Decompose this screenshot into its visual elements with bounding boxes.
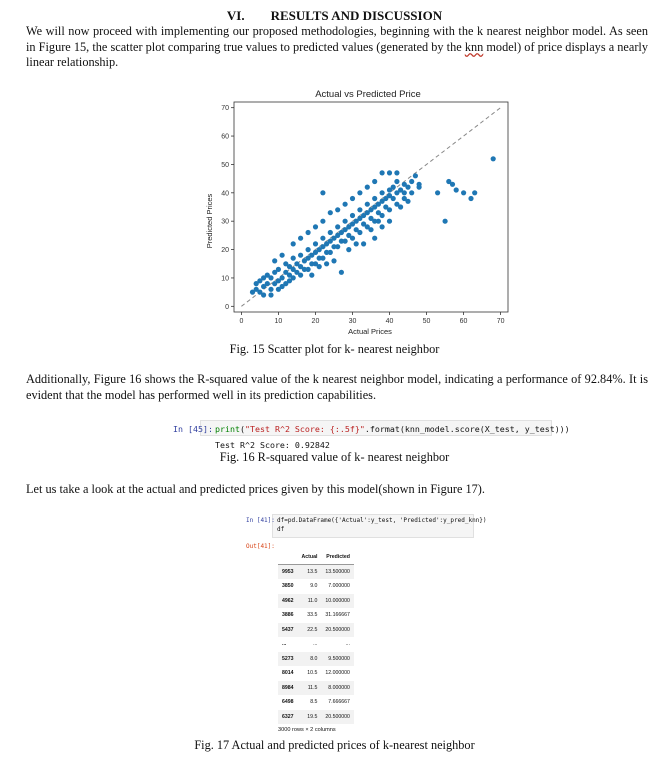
scatter-point	[328, 250, 333, 255]
scatter-point	[413, 173, 418, 178]
y-tick-label: 30	[221, 218, 229, 226]
input-prompt: In [45]:	[173, 424, 213, 434]
scatter-point	[468, 196, 473, 201]
scatter-point	[387, 207, 392, 212]
cell-actual: 10.5	[307, 670, 318, 677]
scatter-point	[380, 224, 385, 229]
chart-points	[250, 156, 496, 297]
ellipsis-predicted: ...	[345, 641, 350, 648]
output-prompt: Out[41]:	[246, 543, 275, 550]
scatter-point	[454, 187, 459, 192]
scatter-point	[328, 230, 333, 235]
figure-16-caption: Fig. 16 R-squared value of k- nearest neighbor	[219, 450, 450, 464]
scatter-point	[335, 244, 340, 249]
x-tick-label: 70	[496, 318, 505, 325]
ellipsis-index: ...	[282, 641, 287, 648]
cell-predicted: 7.666667	[328, 699, 350, 706]
scatter-point	[409, 190, 414, 195]
scatter-point	[391, 185, 396, 190]
table-index-header	[278, 550, 298, 565]
y-tick-label: 60	[221, 133, 229, 141]
table-row	[278, 579, 354, 594]
y-tick-label: 20	[221, 247, 229, 255]
cell-predicted: 8.000000	[321, 681, 354, 696]
scatter-point	[357, 207, 362, 212]
spellcheck-word: knn	[464, 39, 484, 54]
scatter-point	[261, 275, 266, 280]
cell-actual: 8.0	[298, 652, 322, 667]
cell-predicted: 9.500000	[321, 652, 354, 667]
scatter-point	[435, 190, 440, 195]
cell-actual: 19.5	[298, 710, 322, 725]
row-index: 8014	[282, 670, 294, 677]
scatter-point	[343, 239, 348, 244]
scatter-point	[361, 241, 366, 246]
code-string: "Test R^2 Score: {:.5f}"	[244, 424, 365, 434]
row-index: 3850	[282, 583, 294, 590]
row-index: 4962	[278, 594, 298, 609]
cell-predicted: 20.500000	[321, 623, 354, 638]
y-tick-label: 70	[221, 105, 229, 113]
scatter-point	[335, 207, 340, 212]
scatter-point	[306, 230, 311, 235]
row-index: 6327	[278, 710, 298, 725]
cell-predicted: 12.000000	[325, 670, 350, 677]
scatter-point	[276, 267, 281, 272]
cell-actual: 13.5	[298, 565, 322, 580]
figure-15-caption: Fig. 15 Scatter plot for k- nearest neighbor	[229, 342, 440, 356]
cell-actual: 9.0	[310, 583, 318, 590]
cell-predicted: 20.500000	[321, 710, 354, 725]
scatter-point	[306, 267, 311, 272]
scatter-point	[313, 224, 318, 229]
code-cell-41-prompt	[246, 517, 275, 524]
table-row	[278, 710, 354, 725]
scatter-point	[365, 224, 370, 229]
paragraph-intro	[26, 24, 648, 71]
scatter-point	[261, 292, 266, 297]
scatter-point	[387, 170, 392, 175]
scatter-point	[402, 196, 407, 201]
row-index: 5437	[278, 623, 298, 638]
scatter-point	[320, 256, 325, 261]
scatter-point	[387, 219, 392, 224]
x-tick-label: 30	[348, 318, 357, 325]
table-row	[278, 565, 354, 580]
input-prompt: In [41]:	[246, 517, 275, 524]
section-title: RESULTS AND DISCUSSION	[270, 8, 443, 23]
table-row	[278, 681, 354, 696]
cell-actual: 8.5	[310, 699, 318, 706]
scatter-point	[372, 219, 377, 224]
table-row	[278, 652, 354, 667]
scatter-point	[298, 236, 303, 241]
x-tick-label: 60	[459, 318, 468, 325]
table-row	[278, 594, 354, 609]
cell-actual: 33.5	[307, 612, 318, 619]
scatter-point	[272, 258, 277, 263]
scatter-point	[394, 170, 399, 175]
scatter-point	[276, 287, 281, 292]
scatter-point	[357, 190, 362, 195]
scatter-point	[298, 273, 303, 278]
table-row	[278, 608, 354, 623]
scatter-point	[394, 179, 399, 184]
table-row	[278, 623, 354, 638]
scatter-point	[365, 185, 370, 190]
row-index: 5273	[278, 652, 298, 667]
scatter-point	[335, 224, 340, 229]
scatter-point	[365, 202, 370, 207]
scatter-point	[405, 185, 410, 190]
scatter-point	[343, 219, 348, 224]
code-cell-41-line2: df	[277, 526, 285, 533]
paragraph-r2: Additionally, Figure 16 shows the R-squared value of the k nearest neighbor model, indicating a performance of 92.84%. It is evident that the model has performed well in its prediction capabilities.	[26, 372, 648, 402]
paragraph-intro-text-end: model) of price displays a nearly linear relationship.	[26, 39, 648, 69]
row-index: 3886	[282, 612, 294, 619]
code-cell-41-line1: df=pd.DataFrame({'Actual':y_test, 'Predicted':y_pred_knn})	[277, 517, 487, 524]
cell-actual: 11.0	[298, 594, 322, 609]
scatter-point	[417, 185, 422, 190]
scatter-point	[491, 156, 496, 161]
cell-predicted: 7.000000	[328, 583, 350, 590]
cell-predicted: 10.000000	[321, 594, 354, 609]
scatter-point	[391, 196, 396, 201]
scatter-point	[380, 213, 385, 218]
scatter-point	[394, 202, 399, 207]
section-number: VI.	[226, 8, 245, 23]
scatter-point	[409, 179, 414, 184]
scatter-point	[350, 213, 355, 218]
scatter-point	[280, 253, 285, 258]
scatter-point	[472, 190, 477, 195]
scatter-point	[380, 190, 385, 195]
scatter-point	[298, 253, 303, 258]
scatter-point	[320, 219, 325, 224]
scatter-point	[320, 236, 325, 241]
scatter-point	[339, 270, 344, 275]
scatter-point	[372, 196, 377, 201]
chart-title: Actual vs Predicted Price	[315, 89, 421, 100]
row-index: 9953	[278, 565, 298, 580]
chart-x-axis-label: Actual Prices	[348, 327, 392, 336]
cell-predicted: 13.500000	[321, 565, 354, 580]
scatter-point	[350, 196, 355, 201]
scatter-point	[291, 241, 296, 246]
x-tick-label: 10	[274, 318, 283, 325]
code-cell-41-out-prompt	[246, 543, 275, 550]
table-header-row	[278, 550, 354, 565]
scatter-point	[291, 256, 296, 261]
scatter-point	[450, 182, 455, 187]
paragraph-predictions: Let us take a look at the actual and predicted prices given by this model(shown in Figure 17).	[26, 482, 485, 496]
y-tick-label: 40	[221, 190, 229, 198]
scatter-point	[357, 230, 362, 235]
scatter-point	[268, 292, 273, 297]
chart-y-axis-label: Predicted Prices	[205, 193, 214, 249]
x-tick-label: 0	[239, 318, 244, 325]
x-tick-label: 40	[385, 318, 394, 325]
scatter-point	[313, 261, 318, 266]
cell-predicted: 31.166667	[325, 612, 350, 619]
scatter-chart	[198, 84, 510, 336]
dataframe-footer: 3000 rows × 2 columns	[278, 727, 336, 733]
scatter-point	[372, 179, 377, 184]
scatter-point	[320, 190, 325, 195]
ellipsis-actual: ...	[313, 641, 318, 648]
code-cell-45-source: print("Test R^2 Score: {:.5f}".format(knn_model.score(X_test, y_test)))	[215, 424, 570, 434]
table-row	[278, 666, 354, 681]
table-ellipsis-row	[278, 637, 354, 652]
figure-17-caption: Fig. 17 Actual and predicted prices of k-nearest neighbor	[194, 738, 475, 752]
scatter-point	[443, 219, 448, 224]
paragraph-intro-text: We will now proceed with implementing our proposed methodologies, beginning with the k nearest neighbor model. As seen in Figure 15, the scatter plot comparing true values to predicted values (generated by the	[26, 24, 648, 54]
scatter-point	[306, 247, 311, 252]
y-tick-label: 0	[225, 303, 229, 311]
cell-actual: 11.5	[298, 681, 322, 696]
y-tick-label: 50	[221, 161, 229, 169]
scatter-point	[372, 236, 377, 241]
y-tick-label: 10	[221, 275, 229, 283]
dataframe-table	[278, 550, 354, 724]
code-cell-45-output: Test R^2 Score: 0.92842	[215, 440, 330, 450]
scatter-point	[343, 202, 348, 207]
x-tick-label: 20	[311, 318, 320, 325]
scatter-point	[346, 247, 351, 252]
row-index: 8984	[278, 681, 298, 696]
x-tick-label: 50	[422, 318, 431, 325]
scatter-point	[280, 275, 285, 280]
scatter-point	[265, 281, 270, 286]
code-keyword: print	[215, 424, 240, 434]
code-rest: .format(knn_model.score(X_test, y_test)))	[364, 424, 570, 434]
scatter-point	[354, 241, 359, 246]
scatter-point	[313, 241, 318, 246]
cell-actual: 22.5	[298, 623, 322, 638]
scatter-point	[350, 236, 355, 241]
scatter-point	[268, 287, 273, 292]
scatter-point	[380, 170, 385, 175]
section-heading	[0, 8, 669, 24]
table-header-predicted: Predicted	[321, 550, 354, 565]
scatter-point	[461, 190, 466, 195]
table-row	[278, 695, 354, 710]
scatter-point	[283, 281, 288, 286]
scatter-point	[328, 210, 333, 215]
table-header-actual: Actual	[298, 550, 322, 565]
row-index: 6498	[282, 699, 294, 706]
scatter-point	[291, 275, 296, 280]
code-cell-45-prompt	[173, 424, 213, 434]
scatter-point	[324, 261, 329, 266]
scatter-point	[309, 273, 314, 278]
scatter-point	[268, 275, 273, 280]
scatter-point	[402, 190, 407, 195]
scatter-point	[331, 258, 336, 263]
